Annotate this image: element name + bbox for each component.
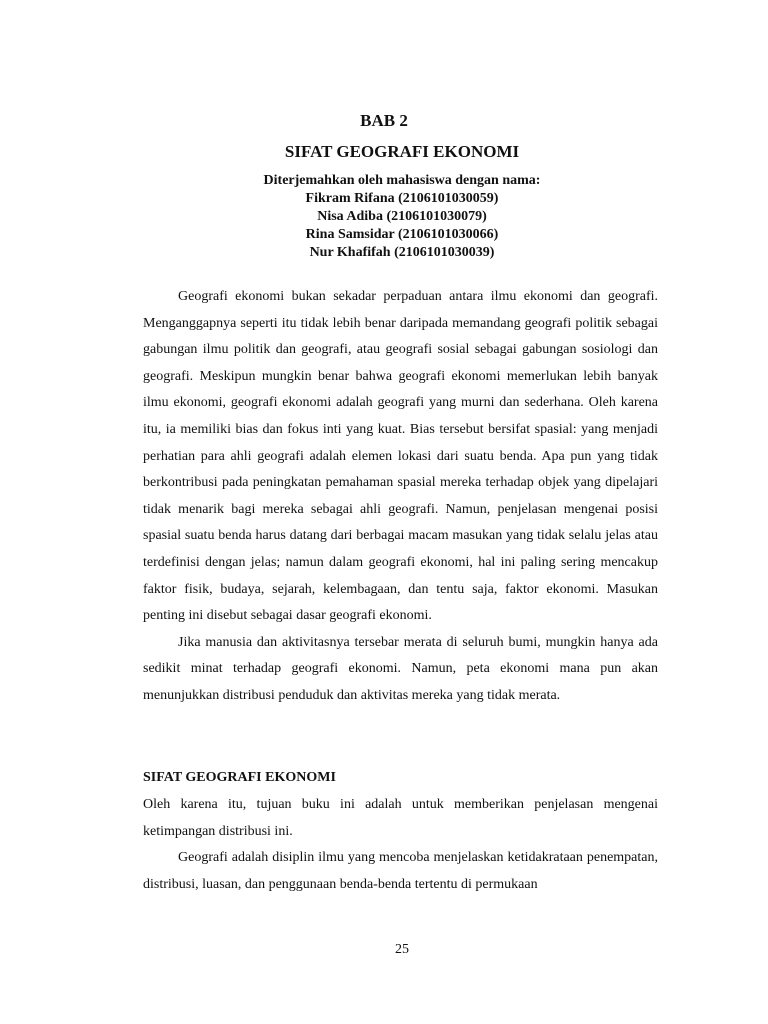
chapter-title: SIFAT GEOGRAFI EKONOMI xyxy=(284,142,520,161)
translator-name: Fikram Rifana (2106101030059) xyxy=(305,191,499,206)
body-paragraph: Geografi ekonomi bukan sekadar perpaduan antara ilmu ekonomi dan geografi. Menganggapnya seperti itu tidak lebih benar daripada memandang geografi politik sebagai gabungan ilmu politik dan geografi, atau geografi sosial sebagai gabungan sosiologi dan geografi. Meskipun mungkin benar bahwa geografi ekonomi memerlukan lebih banyak ilmu ekonomi, geografi ekonomi adalah geografi yang murni dan sederhana. Oleh karena itu, ia memiliki bias dan fokus inti yang kuat. Bias tersebut bersifat spasial: yang menjadi perhatian para ahli geografi adalah elemen lokasi dari suatu benda. Apa pun yang tidak berkontribusi pada peningkatan pemahaman spasial mereka terhadap objek yang dipelajari tidak menarik bagi mereka sebagai ahli geografi. Namun, penjelasan mengenai posisi spasial suatu benda harus datang dari berbagai macam masukan yang tidak selalu jelas atau terdefinisi dengan jelas; namun dalam geografi ekonomi, hal ini paling sering mencakup faktor fisik, budaya, sejarah, kelembagaan, dan tentu saja, faktor ekonomi. Masukan penting ini disebut sebagai dasar geografi ekonomi. xyxy=(143,289,658,624)
translator-name: Nur Khafifah (2106101030039) xyxy=(309,245,495,260)
chapter-number: BAB 2 xyxy=(360,111,408,130)
intro-text xyxy=(143,284,658,710)
translator-name: Rina Samsidar (2106101030066) xyxy=(305,227,499,242)
translator-name: Nisa Adiba (2106101030079) xyxy=(317,209,487,224)
body-paragraph: Oleh karena itu, tujuan buku ini adalah untuk memberikan penjelasan mengenai ketimpangan distribusi ini. xyxy=(143,797,658,839)
translator-credits xyxy=(0,172,768,262)
credits-intro: Diterjemahkan oleh mahasiswa dengan nama: xyxy=(263,173,541,188)
body-paragraph: Jika manusia dan aktivitasnya tersebar merata di seluruh bumi, mungkin hanya ada sedikit minat terhadap geografi ekonomi. Namun, peta ekonomi mana pun akan menunjukkan distribusi penduduk dan aktivitas mereka yang tidak merata. xyxy=(143,634,658,703)
page-number: 25 xyxy=(395,942,409,957)
section-text xyxy=(143,792,658,898)
section-heading: SIFAT GEOGRAFI EKONOMI xyxy=(143,770,336,785)
body-paragraph: Geografi adalah disiplin ilmu yang mencoba menjelaskan ketidakrataan penempatan, distribusi, luasan, dan penggunaan benda-benda tertentu di permukaan xyxy=(143,850,658,892)
